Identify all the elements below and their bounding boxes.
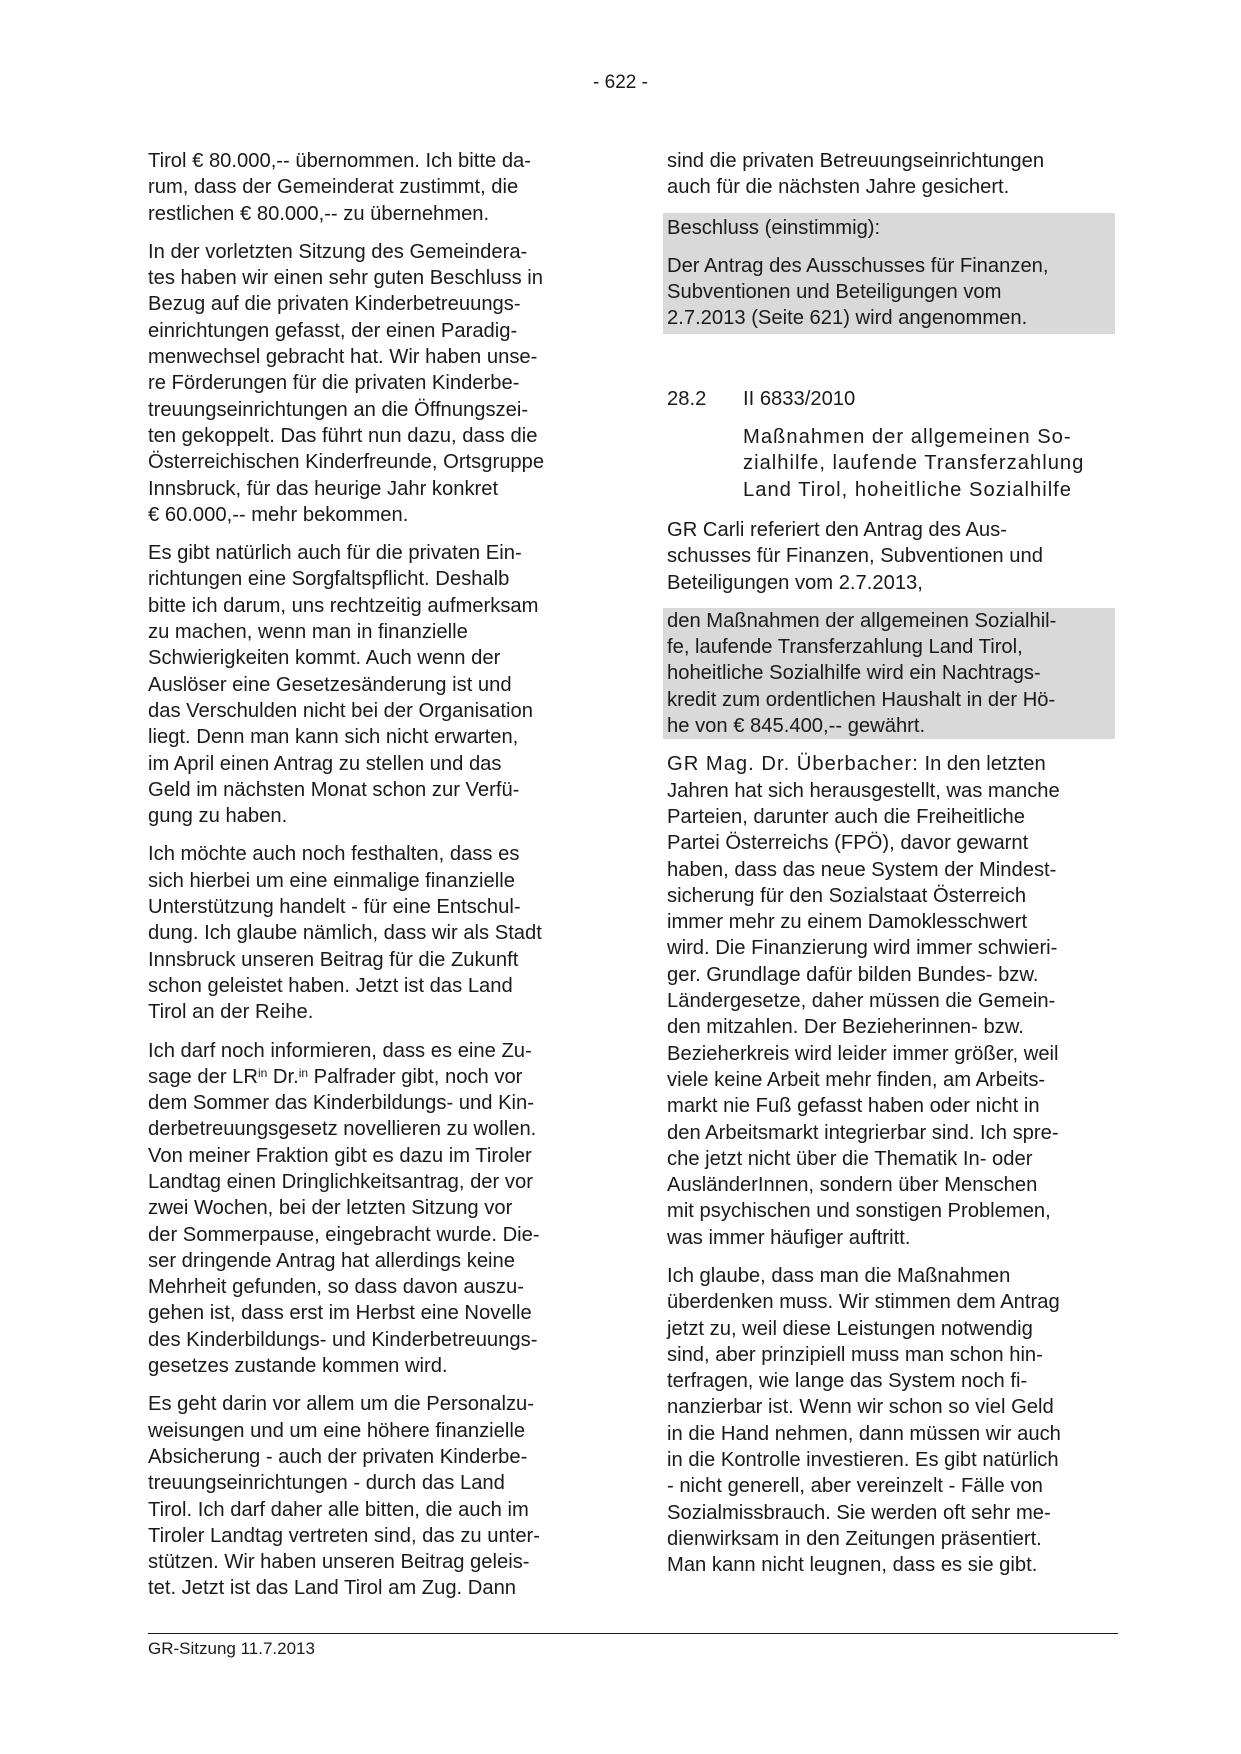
resolution-block: [663, 213, 1115, 334]
paragraph-with-superscripts: [148, 1038, 603, 1380]
paragraph: In der vorletzten Sitzung des Gemeindera- tes haben wir einen sehr guten Beschluss in Bezug auf die privaten Kinderbetreuungs- einrichtungen gefasst, der einen Paradig- menwechsel gebracht hat. Wir haben unse- re Förderungen für die privaten Kinderbe- treuungseinrichtungen an die Öffnungszei- ten gekoppelt. Das führt nun dazu, dass die Österreichischen Kinderfreunde, Ortsgruppe Innsbruck, für das heurige Jahr konkret € 60.000,-- mehr bekommen.: [148, 240, 545, 526]
paragraph: Tirol € 80.000,-- übernommen. Ich bitte da- rum, dass der Gemeinderat zustimmt, die restlichen € 80.000,-- zu übernehmen.: [148, 150, 532, 225]
speaker-name: GR Mag. Dr. Überbacher:: [667, 753, 919, 776]
text-segment: Palfrader gibt, noch vor dem Sommer das Kinderbildungs- und Kin- derbetreuungsgesetz novellieren zu wollen. Von meiner Fraktion gibt es dazu im Tiroler Landtag einen Dringlichkeitsantrag, der vor zwei Wochen, bei der letzten Sitzung vor der Sommerpause, eingebracht wurde. Die- ser dringende Antrag hat allerdings keine Mehrheit gefunden, so dass davon auszu- gehen ist, dass erst im Herbst eine Novelle des Kinderbildungs- und Kinderbetreuungs- gesetzes zustande kommen wird.: [148, 1065, 540, 1378]
superscript: in: [298, 1065, 309, 1080]
text-segment: Dr.: [267, 1065, 299, 1088]
resolution-text: Der Antrag des Ausschusses für Finanzen, Subventionen und Beteiligungen vom 2.7.2013 (Seite 621) wird angenommen.: [667, 254, 1049, 330]
superscript: in: [257, 1065, 268, 1080]
paragraph: GR Carli referiert den Antrag des Aus- schusses für Finanzen, Subventionen und Beteiligungen vom 2.7.2013,: [667, 518, 1043, 594]
resolution-label: Beschluss (einstimmig):: [667, 216, 881, 239]
text-segment: Ich darf noch informieren, dass es eine Zu- sage der LR: [148, 1039, 532, 1088]
paragraph: Ich möchte auch noch festhalten, dass es sich hierbei um eine einmalige finanzielle Unterstützung handelt - für eine Entschul- dung. Ich glaube nämlich, dass wir als Stadt Innsbruck unseren Beitrag für die Zukunft schon geleistet haben. Jetzt ist das Land Tirol an der Reihe.: [148, 843, 542, 1024]
footer-text: GR-Sitzung 11.7.2013: [148, 1639, 315, 1658]
agenda-item-header: [667, 386, 1115, 412]
paragraph: Ich glaube, dass man die Maßnahmen überdenken muss. Wir stimmen dem Antrag jetzt zu, weil diese Leistungen notwendig sind, aber prinzipiell muss man schon hin- terfragen, wie lange das System noch fi- nanzierbar ist. Wenn wir schon so viel Geld in die Hand nehmen, dann müssen wir auch in die Kontrolle investieren. Es gibt natürlich - nicht generell, aber vereinzelt - Fälle von Sozialmissbrauch. Sie werden oft sehr me- dienwirksam in den Zeitungen präsentiert. Man kann nicht leugnen, dass es sie gibt.: [667, 1264, 1061, 1577]
right-column: [667, 148, 1115, 1591]
paragraph: sind die privaten Betreuungseinrichtungen auch für die nächsten Jahre gesichert.: [667, 150, 1045, 199]
page-number: - 622 -: [593, 72, 648, 93]
speaker-paragraph: [667, 751, 1115, 1251]
agenda-reference: II 6833/2010: [743, 387, 856, 410]
paragraph: Es geht darin vor allem um die Personalzu- weisungen und um eine höhere finanzielle Absicherung - auch der privaten Kinderbe- treuungseinrichtungen - durch das Land Tirol. Ich darf daher alle bitten, die auch im Tiroler Landtag vertreten sind, das zu unter- stützen. Wir haben unseren Beitrag geleis- tet. Jetzt ist das Land Tirol am Zug. Dann: [148, 1393, 540, 1600]
left-column: [148, 148, 603, 1614]
motion-text: den Maßnahmen der allgemeinen Sozialhil- fe, laufende Transferzahlung Land Tirol, hoheitliche Sozialhilfe wird ein Nachtrags- kredit zum ordentlichen Haushalt in der Hö- he von € 845.400,-- gewährt.: [663, 608, 1115, 739]
footer-divider: [148, 1633, 1118, 1634]
paragraph: Es gibt natürlich auch für die privaten Ein- richtungen eine Sorgfaltspflicht. Deshalb bitte ich darum, uns rechtzeitig aufmerksam zu machen, wenn man in finanzielle Schwierigkeiten kommt. Auch wenn der Auslöser eine Gesetzesänderung ist und das Verschulden nicht bei der Organisation liegt. Denn man kann sich nicht erwarten, im April einen Antrag zu stellen und das Geld im nächsten Monat schon zur Verfü- gung zu haben.: [148, 542, 539, 828]
agenda-title: Maßnahmen der allgemeinen So- zialhilfe, laufende Transferzahlung Land Tirol, hoheitliche Sozialhilfe: [743, 426, 1085, 501]
agenda-number: 28.2: [667, 387, 707, 410]
text-segment: In den letzten Jahren hat sich herausgestellt, was manche Parteien, darunter auch die Freiheitliche Partei Österreichs (FPÖ), davor gewarnt haben, dass das neue System der Mindest- sicherung für den Sozialstaat Österreich immer mehr zu einem Damoklesschwert wird. Die Finanzierung wird immer schwieri- ger. Grundlage dafür bilden Bundes- bzw. Ländergesetze, daher müssen die Gemein- den mitzahlen. Der Bezieherinnen- bzw. Bezieherkreis wird leider immer größer, weil viele keine Arbeit mehr finden, am Arbeits- markt nie Fuß gefasst haben oder nicht in den Arbeitsmarkt integrierbar sind. Ich spre- che jetzt nicht über die Thematik In- oder AusländerInnen, sondern über Menschen mit psychischen und sonstigen Problemen, was immer häufiger auftritt.: [667, 753, 1060, 1249]
